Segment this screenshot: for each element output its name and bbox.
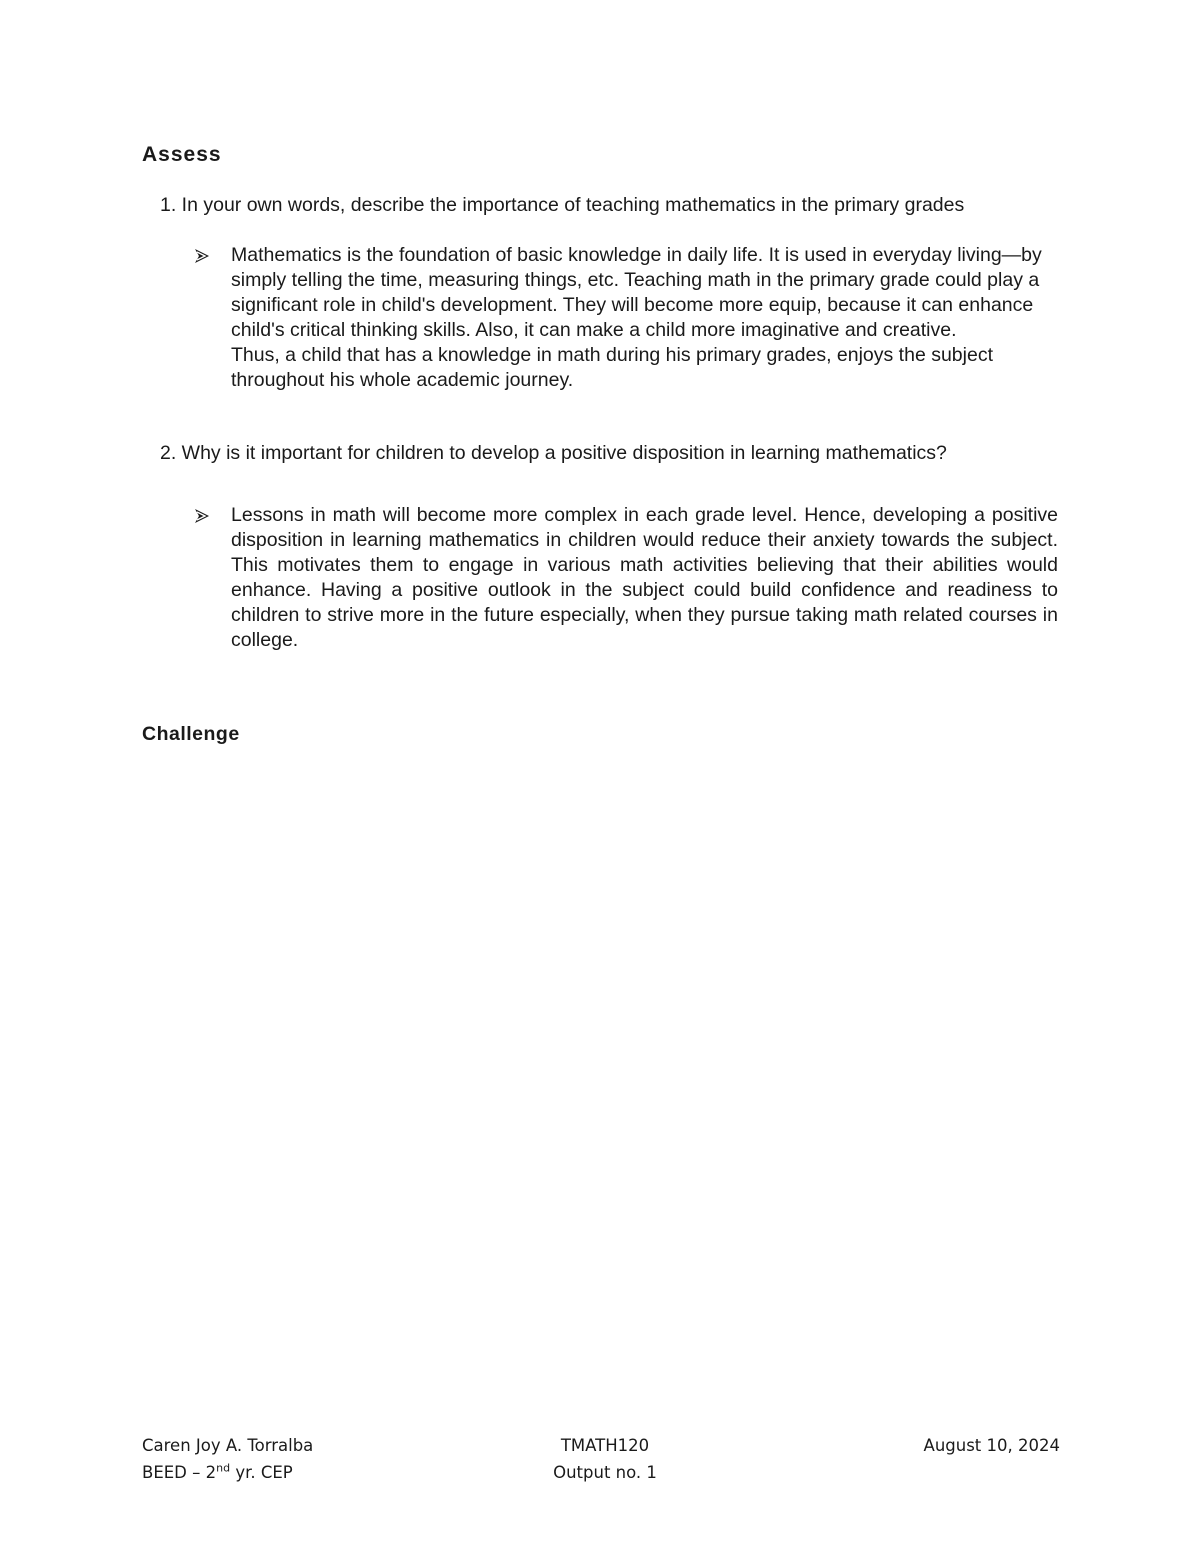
challenge-heading: Challenge [142, 723, 240, 745]
footer-date: August 10, 2024 [923, 1436, 1060, 1455]
arrowhead-bullet-icon [194, 243, 216, 271]
footer-course-info [545, 1432, 665, 1486]
answer-1-paragraph: Thus, a child that has a knowledge in math during his primary grades, enjoys the subject throughout his whole academic journey. [231, 344, 993, 391]
footer-program-prefix: BEED – 2 [142, 1463, 217, 1482]
assess-heading: Assess [142, 143, 222, 166]
answer-1 [194, 243, 1064, 393]
arrowhead-bullet-icon [194, 503, 216, 531]
footer-output-number: Output no. 1 [553, 1463, 657, 1482]
footer-student-name: Caren Joy A. Torralba [142, 1436, 314, 1455]
page-footer [142, 1432, 1060, 1492]
footer-student-info [142, 1432, 313, 1486]
question-1: 1. In your own words, describe the importance of teaching mathematics in the primary grades [160, 194, 965, 216]
footer-program-suffix: yr. CEP [230, 1463, 293, 1482]
answer-2-paragraph: Lessons in math will become more complex in each grade level. Hence, developing a positive disposition in learning mathematics in children would reduce their anxiety towards the subject. This motivates them to engage in various math activities believing that their abilities would enhance. Having a positive outlook in the subject could build confidence and readiness to children to strive more in the future especially, when they pursue taking math related courses in college. [231, 504, 1058, 651]
footer-program-sup: nd [216, 1461, 231, 1475]
answer-1-paragraph: Mathematics is the foundation of basic knowledge in daily life. It is used in everyday living—by simply telling the time, measuring things, etc. Teaching math in the primary grade could play a significant role in child's development. They will become more equip, because it can enhance child's critical thinking skills. Also, it can make a child more imaginative and creative. [231, 244, 1042, 341]
question-2: 2. Why is it important for children to develop a positive disposition in learning mathematics? [160, 442, 947, 464]
footer-program [142, 1459, 313, 1486]
footer-course-code: TMATH120 [560, 1436, 650, 1455]
footer-date-info [924, 1432, 1060, 1459]
answer-2 [194, 503, 1064, 653]
